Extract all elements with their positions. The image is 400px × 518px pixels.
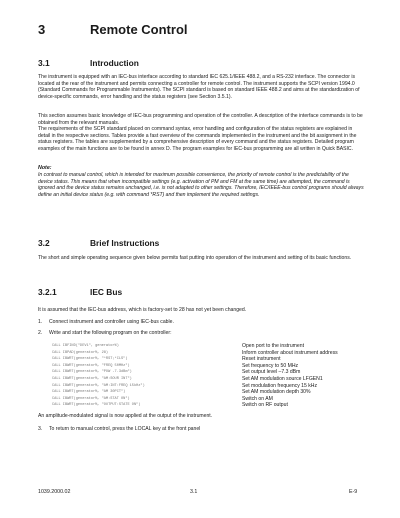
- subsection-title: IEC Bus: [90, 287, 123, 297]
- program-line: [52, 350, 362, 357]
- program-command: CALL IBPAD(generator%, 28): [52, 350, 109, 355]
- footer-page-section: 3.1: [190, 489, 198, 495]
- program-line: [52, 356, 362, 363]
- program-line: [52, 343, 362, 350]
- program-command: CALL IBFIND("DEV1", generator%): [52, 344, 119, 348]
- chapter-number: 3: [38, 22, 46, 37]
- steps-list-continued: [38, 426, 364, 433]
- program-listing: [52, 343, 362, 409]
- list-item: [38, 319, 364, 326]
- subsection-heading-iec-bus: [38, 287, 122, 297]
- section-title: Introduction: [90, 58, 139, 68]
- intro-paragraph-3: The requirements of the SCPI standard placed on command syntax, error handling and configuration of the status registers are explained in detail in the respective sections. Tables provide a fast overview of the commands implemented in the instrument and the bit assignment in the status registers. The tables are supplemented by a comprehensive description of every command and the status registers. Detailed program examples of the main functions are to be found in annex D. The program examples for IEC-bus programming are all written in Quick BASIC.: [38, 126, 357, 152]
- section-title: Brief Instructions: [90, 238, 160, 248]
- intro-paragraph-1: The instrument is equipped with an IEC-bus interface according to standard IEC 625.1/IEEE 488.2, and a RS-232 interface. The connector is located at the rear of the instrument and permits connecting a controller for remote control. The instrument supports the SCPI version 1994.0 (Standard Commands for Programmable Instruments). The SCPI standard is based on standard IEEE 488.2 and aims at the standardization of device-specific commands, error handling and the status registers (see Section 3.5.1).: [38, 74, 360, 100]
- section-heading-brief-instructions: [38, 238, 159, 248]
- steps-list: [38, 319, 364, 336]
- step-text: Connect instrument and controller using IEC-bus cable.: [49, 319, 174, 325]
- list-item: [38, 330, 364, 337]
- program-command: CALL IBWRT(generator%, "AM:SOUR INT"): [52, 376, 132, 381]
- program-command: CALL IBWRT(generator%, "AM:INT:FREQ 15kHz"): [52, 383, 145, 388]
- result-text: An amplitude-modulated signal is now applied at the output of the instrument.: [38, 413, 213, 419]
- list-item: [38, 426, 364, 433]
- chapter-title: Remote Control: [90, 22, 188, 37]
- program-comment: Inform controller about instrument address: [242, 349, 338, 356]
- iec-bus-intro: It is assumed that the IEC-bus address, which is factory-set to 28 has not yet been changed.: [38, 307, 247, 313]
- footer-document-number: 1039.2000.02: [38, 489, 71, 495]
- intro-paragraph-2: This section assumes basic knowledge of IEC-bus programming and operation of the controller. A description of the interface commands is to be obtained from the relevant manuals.: [38, 113, 363, 126]
- program-comment: Set output level –7.3 dBm: [242, 369, 301, 376]
- program-line: [52, 396, 362, 403]
- program-line: [52, 402, 362, 409]
- step-number: 1.: [38, 319, 43, 325]
- section-number: 3.2: [38, 238, 50, 248]
- step-number: 2.: [38, 329, 43, 336]
- program-comment: Set AM modulation source LFGEN1: [242, 375, 323, 382]
- program-command: CALL IBWRT(generator%, "AM:STAT ON"): [52, 396, 130, 401]
- brief-instructions-text: The short and simple operating sequence given below permits fast putting into operation of the instrument and setting of its basic functions.: [38, 255, 352, 261]
- program-command: CALL IBWRT(generator%, "OUTPUT:STATE ON"): [52, 403, 141, 408]
- program-line: [52, 389, 362, 396]
- program-comment: Reset instrument: [242, 356, 281, 363]
- program-line: [52, 376, 362, 383]
- program-line: [52, 383, 362, 390]
- step-number: 3.: [38, 426, 43, 432]
- program-comment: Set frequency to 50 MHz: [242, 362, 299, 369]
- step-text: To return to manual control, press the LOCAL key at the front panel: [49, 426, 201, 432]
- program-line: [52, 363, 362, 370]
- chapter-heading: [38, 22, 188, 37]
- note-text: In contrast to manual control, which is intended for maximum possible convenience, the priority of remote control is the predictability of the device status. This means that when incompatible settings (e.g. activation of PM and FM at the same time) are attempted, the command is ignored and the device status remains unchanged, i.e. is not adapted to other settings. Therefore, IEC/IEEE-bus control programs should always define an initial device status (e.g. with command *RST) and then implement the required settings.: [38, 172, 364, 198]
- program-command: CALL IBWRT(generator%, "*RST;*CLS"): [52, 357, 128, 362]
- note-label: Note:: [38, 165, 52, 171]
- program-line: [52, 369, 362, 376]
- program-comment: Switch on RF output: [242, 402, 288, 409]
- program-command: CALL IBWRT(generator%, "AM 30PCT"): [52, 390, 126, 395]
- program-command: CALL IBWRT(generator%, "FREQ 50MHz"): [52, 363, 130, 368]
- step-text: Write and start the following program on the controller:: [49, 329, 172, 336]
- program-comment: Set AM modulation depth 30%: [242, 389, 311, 396]
- footer-page-number: E-9: [349, 489, 358, 495]
- section-heading-introduction: [38, 58, 139, 68]
- program-comment: Switch on AM: [242, 395, 273, 402]
- program-comment: Open port to the instrument: [242, 343, 305, 349]
- program-command: CALL IBWRT(generator%, "POW -7.3dBm"): [52, 370, 132, 375]
- subsection-number: 3.2.1: [38, 287, 57, 297]
- program-comment: Set modulation frequency 15 kHz: [242, 382, 318, 389]
- section-number: 3.1: [38, 58, 50, 68]
